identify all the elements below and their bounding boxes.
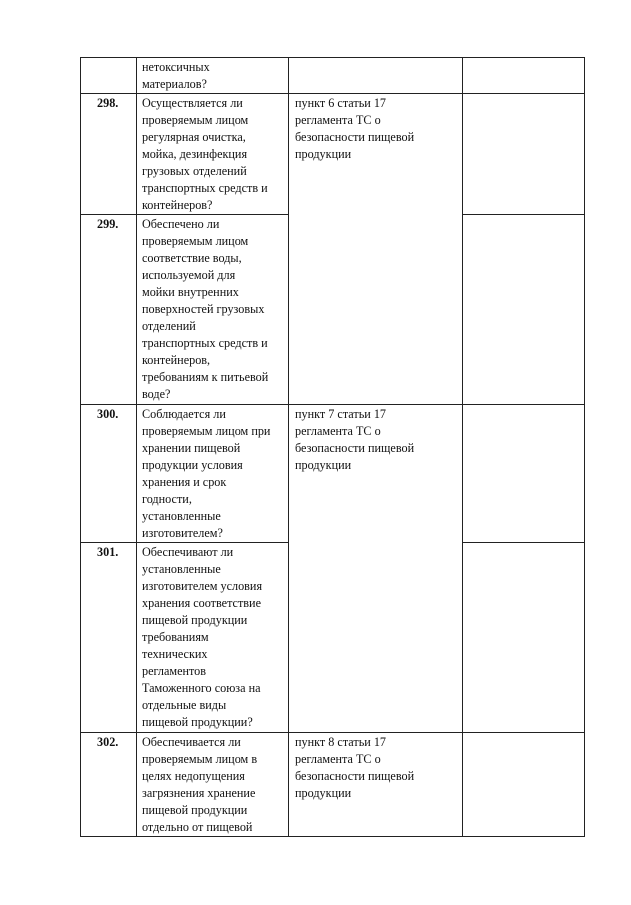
row-number: 298. — [81, 94, 137, 215]
question-cell: Соблюдается ли проверяемым лицом при хранении пищевой продукции условия хранения и срок годности, установленные изготовителем? — [137, 405, 289, 543]
question-cell: Обеспечивается ли проверяемым лицом в целях недопущения загрязнения хранение пищевой продукции отдельно от пищевой — [137, 733, 289, 837]
question-cell: Обеспечивают ли установленные изготовителем условия хранения соответствие пищевой продукции требованиям технических регламентов Таможенного союза на отдельные виды пищевой продукции? — [137, 543, 289, 733]
question-cell: Осуществляется ли проверяемым лицом регулярная очистка, мойка, дезинфекция грузовых отделений транспортных средств и контейнеров? — [137, 94, 289, 215]
question-cell: нетоксичных материалов? — [137, 58, 289, 94]
row-number: 302. — [81, 733, 137, 837]
table-row — [81, 405, 585, 543]
reference-cell: пункт 6 статьи 17 регламента ТС о безопасности пищевой продукции — [289, 94, 463, 405]
reference-cell: пункт 7 статьи 17 регламента ТС о безопасности пищевой продукции — [289, 405, 463, 733]
row-number — [81, 58, 137, 94]
answer-cell — [463, 58, 585, 94]
answer-cell — [463, 405, 585, 543]
answer-cell — [463, 733, 585, 837]
answer-cell — [463, 543, 585, 733]
answer-cell — [463, 94, 585, 215]
reference-cell — [289, 58, 463, 94]
table-row — [81, 58, 585, 94]
table-row — [81, 733, 585, 837]
question-cell: Обеспечено ли проверяемым лицом соответствие воды, используемой для мойки внутренних поверхностей грузовых отделений транспортных средств и контейнеров, требованиям к питьевой воде? — [137, 215, 289, 405]
row-number: 299. — [81, 215, 137, 405]
checklist-table — [80, 57, 585, 837]
answer-cell — [463, 215, 585, 405]
row-number: 301. — [81, 543, 137, 733]
reference-cell: пункт 8 статьи 17 регламента ТС о безопасности пищевой продукции — [289, 733, 463, 837]
table-row — [81, 94, 585, 215]
row-number: 300. — [81, 405, 137, 543]
